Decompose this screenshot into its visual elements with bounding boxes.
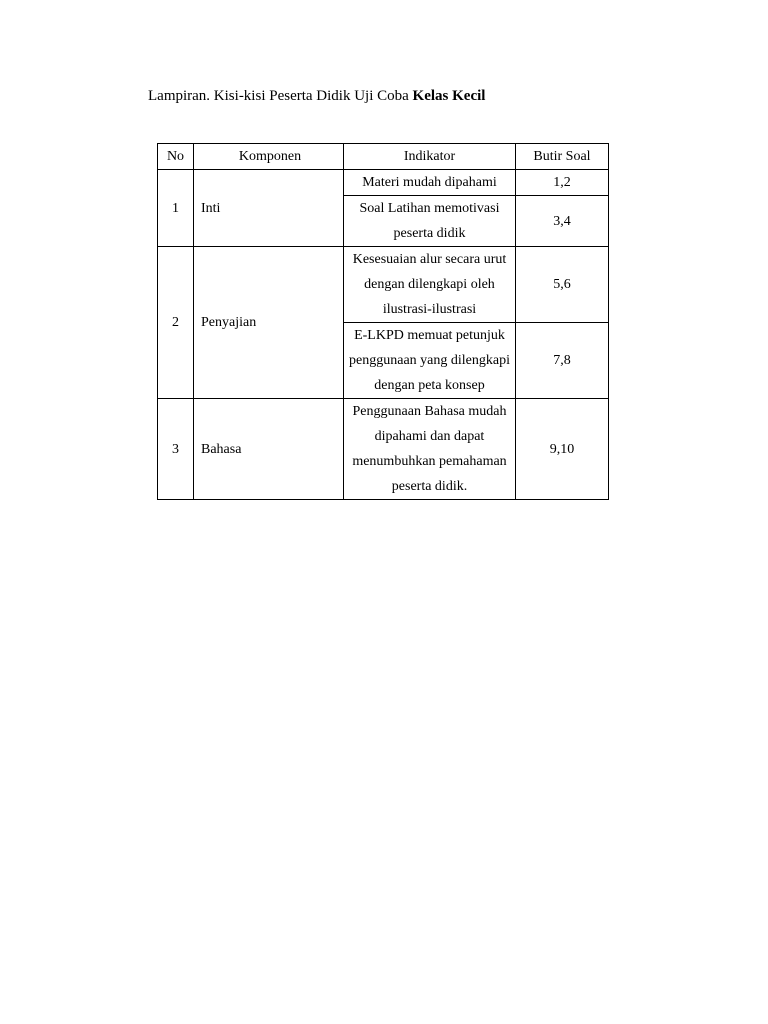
cell-indikator: Materi mudah dipahami xyxy=(344,170,516,196)
cell-komponen: Bahasa xyxy=(194,399,344,500)
document-title xyxy=(148,86,485,106)
cell-no: 1 xyxy=(158,170,194,247)
cell-butir-soal: 9,10 xyxy=(516,399,609,500)
title-bold: Kelas Kecil xyxy=(412,88,486,104)
cell-indikator: Kesesuaian alur secara urut dengan dilengkapi oleh ilustrasi-ilustrasi xyxy=(344,247,516,323)
cell-butir-soal: 1,2 xyxy=(516,170,609,196)
cell-butir-soal: 5,6 xyxy=(516,247,609,323)
cell-butir-soal: 3,4 xyxy=(516,196,609,247)
header-indikator: Indikator xyxy=(344,144,516,170)
cell-no: 2 xyxy=(158,247,194,399)
header-no: No xyxy=(158,144,194,170)
table-row xyxy=(158,399,609,500)
cell-komponen: Inti xyxy=(194,170,344,247)
header-butir-soal: Butir Soal xyxy=(516,144,609,170)
cell-butir-soal: 7,8 xyxy=(516,323,609,399)
cell-no: 3 xyxy=(158,399,194,500)
header-komponen: Komponen xyxy=(194,144,344,170)
cell-indikator: Soal Latihan memotivasi peserta didik xyxy=(344,196,516,247)
header-row xyxy=(158,144,609,170)
table-row xyxy=(158,170,609,196)
cell-indikator: Penggunaan Bahasa mudah dipahami dan dapat menumbuhkan pemahaman peserta didik. xyxy=(344,399,516,500)
title-prefix: Lampiran. Kisi-kisi Peserta Didik Uji Coba xyxy=(148,88,413,104)
kisi-kisi-table xyxy=(157,143,609,500)
cell-komponen: Penyajian xyxy=(194,247,344,399)
cell-indikator: E-LKPD memuat petunjuk penggunaan yang dilengkapi dengan peta konsep xyxy=(344,323,516,399)
table-row xyxy=(158,247,609,323)
